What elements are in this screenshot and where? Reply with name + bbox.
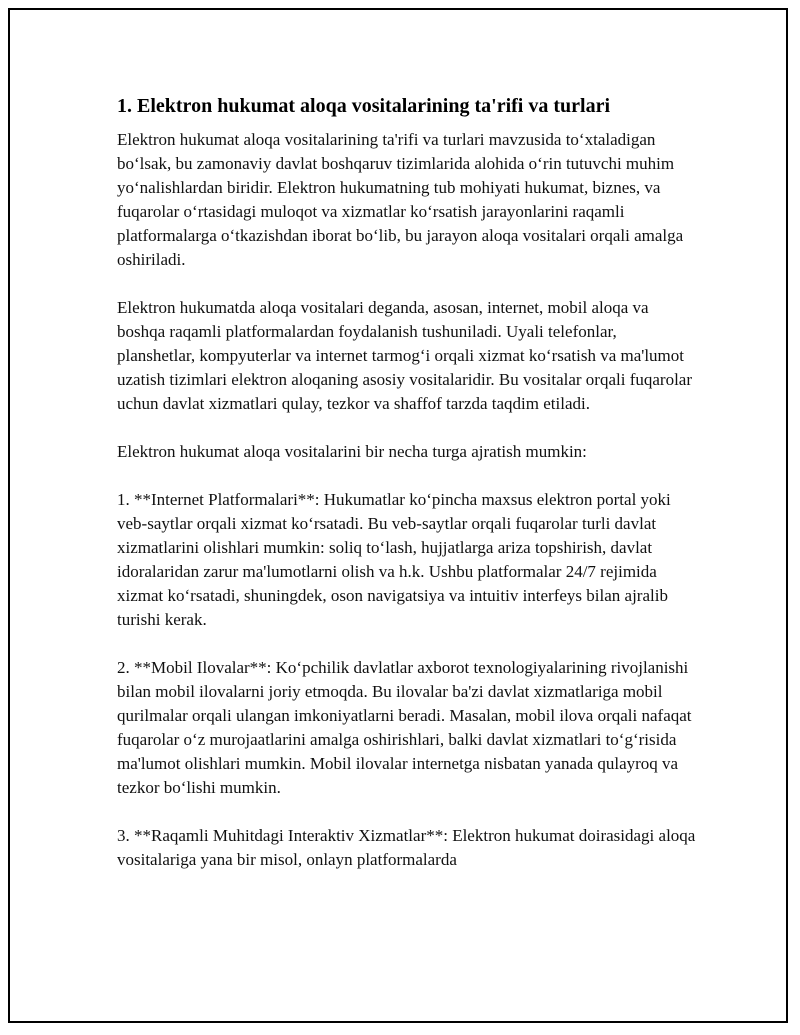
paragraph-types-intro: Elektron hukumat aloqa vositalarini bir necha turga ajratish mumkin:	[117, 442, 587, 461]
list-item-internet-platforms: 1. **Internet Platformalari**: Hukumatlar ko‘pincha maxsus elektron portal yoki veb-saytlar orqali xizmat ko‘rsatadi. Bu veb-saytlar orqali fuqarolar turli davlat xizmatlarini olishlari mumkin: soliq to‘lash, hujjatlarga ariza topshirish, davlat idoralaridan zarur ma'lumotlarni olish va h.k. Ushbu platformalar 24/7 rejimida xizmat ko‘rsatadi, shuningdek, oson navigatsiya va intuitiv interfeys bilan ajralib turishi kerak.	[117, 490, 671, 629]
document-body	[117, 92, 697, 896]
paragraph-intro: Elektron hukumat aloqa vositalarining ta'rifi va turlari mavzusida to‘xtaladigan bo‘lsak, bu zamonaviy davlat boshqaruv tizimlarida alohida o‘rin tutuvchi muhim yo‘nalishlardan biridir. Elektron hukumatning tub mohiyati hukumat, biznes, va fuqarolar o‘rtasidagi muloqot va xizmatlar ko‘rsatish jarayonlarini raqamli platformalarga o‘tkazishdan iborat bo‘lib, bu jarayon aloqa vositalari orqali amalga oshiriladi.	[117, 130, 684, 269]
list-item-mobile-apps: 2. **Mobil Ilovalar**: Ko‘pchilik davlatlar axborot texnologiyalarining rivojlanishi bilan mobil ilovalarni joriy etmoqda. Bu ilovalar ba'zi davlat xizmatlariga mobil qurilmalar orqali ulangan imkoniyatlarni beradi. Masalan, mobil ilova orqali nafaqat fuqarolar o‘z murojaatlarini amalga oshirishlari, balki davlat xizmatlari to‘g‘risida ma'lumot olishlari mumkin. Mobil ilovalar internetga nisbatan yanada qulayroq va tezkor bo‘lishi mumkin.	[117, 658, 692, 797]
section-heading: 1. Elektron hukumat aloqa vositalarining ta'rifi va turlari	[117, 95, 610, 117]
paragraph-communication-tools: Elektron hukumatda aloqa vositalari deganda, asosan, internet, mobil aloqa va boshqa raqamli platformalardan foydalanish tushuniladi. Uyali telefonlar, planshetlar, kompyuterlar va internet tarmog‘i orqali xizmat ko‘rsatish va ma'lumot uzatish tizimlari elektron aloqaning asosiy vositalaridir. Bu vositalar orqali fuqarolar uchun davlat xizmatlari qulay, tezkor va shaffof tarzda taqdim etiladi.	[117, 298, 693, 413]
list-item-interactive-services: 3. **Raqamli Muhitdagi Interaktiv Xizmatlar**: Elektron hukumat doirasidagi aloqa vositalariga yana bir misol, onlayn platformalarda	[117, 826, 696, 869]
